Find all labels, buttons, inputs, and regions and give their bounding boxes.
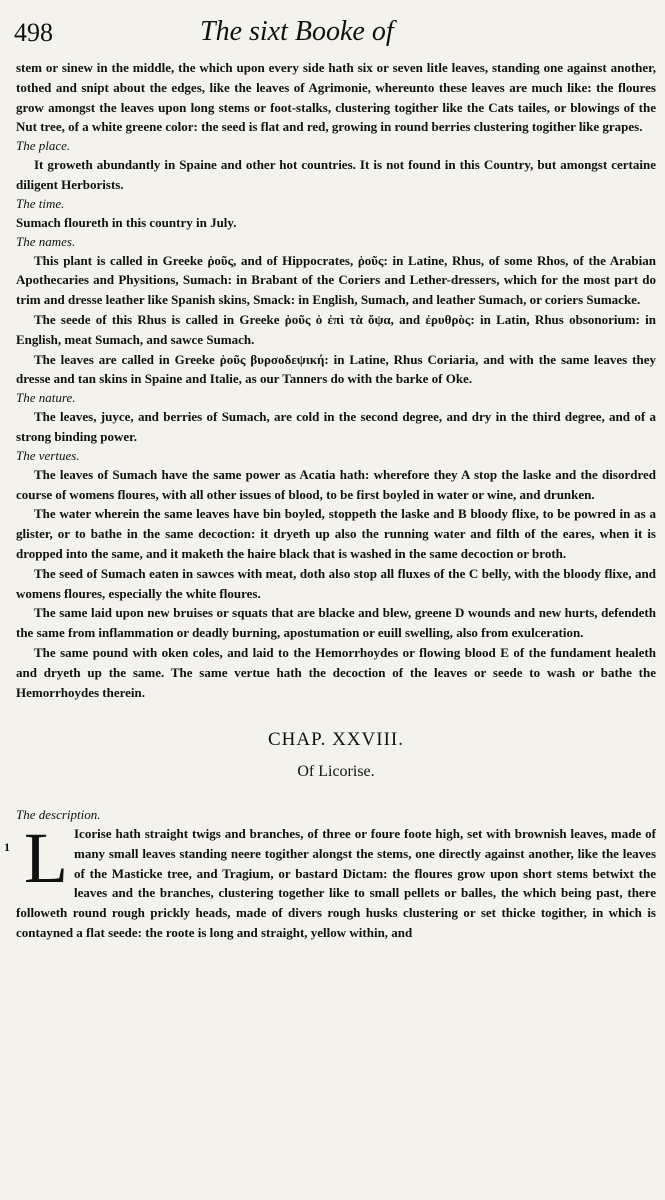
- place-text: It groweth abundantly in Spaine and other hot countries. It is not found in this Country, but amongst certaine diligent Herborists.: [16, 157, 656, 192]
- time-heading: The time.: [16, 195, 65, 211]
- running-head: The sixt Booke of: [200, 16, 394, 47]
- chapter-title: CHAP. XXVIII.: [268, 729, 404, 751]
- vertues-paragraph: The leaves of Sumach have the same power as Acatia hath: wherefore they A stop the laske and the disordred course of womens floures, with all other issues of blood, to be first boyled in water or wine, and drunken.: [16, 466, 656, 502]
- intro-paragraph: stem or sinew in the middle, the which upon every side hath six or seven litle leaves, standing one against another, tothed and snipt about the edges, like the leaves of Agrimonie, whereunto these leaves are much like: the floures grow amongst the leaves upon long stems or foot-stalks, clustering togither like the Cats tailes, or blowings of the Nut tree, of a white greene color: the seed is flat and red, growing in round berries clustering togither like grapes.: [16, 60, 656, 135]
- chapter-subtitle: Of Licorise.: [297, 763, 375, 781]
- nature-text: The leaves, juyce, and berries of Sumach, are cold in the second degree, and dry in the third degree, and of a strong binding power.: [16, 409, 656, 444]
- vertues-paragraph: The seed of Sumach eaten in sawces with meat, doth also stop all fluxes of the C belly, with the bloody flixe, and womens floures, especially the white floures.: [16, 565, 656, 601]
- time-text: Sumach floureth in this country in July.: [16, 214, 237, 230]
- vertues-paragraph: The water wherein the same leaves have bin boyled, stoppeth the laske and B bloody flixe, to be powred in as a glister, or to bathe in the same decoction: it dryeth up also the running water and filth of the eares, when it is dropped into the same, and it maketh the haire black that is washed in the same decoction or broth.: [16, 506, 656, 561]
- names-paragraph: The leaves are called in Greeke ῥοῦς βυρσοδεψική: in Latine, Rhus Coriaria, and with the same leaves they dresse and tan skins in Spaine and Italie, as our Tanners do with the barke of Oke.: [16, 351, 656, 387]
- vertues-paragraph: The same laid upon new bruises or squats that are blacke and blew, greene D wounds and new hurts, defendeth the same from inflammation or deadly burning, apostumation or euill swelling, also from exulceration.: [16, 605, 656, 641]
- page-content: [4, 58, 656, 943]
- names-paragraph: The seede of this Rhus is called in Greeke ῥοῦς ὁ ἐπὶ τὰ ὄψα, and ἐρυθρὸς: in Latin, Rhus obsonorium: in English, meat Sumach, and sawce Sumach.: [16, 311, 656, 347]
- nature-heading: The nature.: [16, 390, 76, 406]
- description-block: [4, 817, 656, 943]
- description-heading: The description.: [16, 806, 101, 822]
- vertues-heading: The vertues.: [16, 447, 80, 463]
- names-heading: The names.: [16, 233, 76, 249]
- page-number: 498: [14, 18, 53, 47]
- drop-cap: L: [24, 817, 68, 898]
- vertues-paragraph: The same pound with oken coles, and laid to the Hemorrhoydes or flowing blood E of the fundament healeth and dryeth up the same. The same vertue hath the decoction of the leaves or seede to wash or bathe the Hemorrhoydes therein.: [16, 644, 656, 700]
- description-text: Icorise hath straight twigs and branches, of three or foure foote high, set with brownish leaves, made of many small leaves standing neere togither alongst the stems, one directly against another, like the leaves of the Masticke tree, and Tragium, or bastard Dictam: the floures grow upon short stems betwixt the leaves and the branches, clustering together like to small pellets or balles, the which being past, there followeth round rough prickly heads, made of divers rough husks clustering or set thicke togither, in which is contayned a flat seede: the roote is long and straight, yellow within, and: [16, 825, 656, 940]
- names-paragraph: This plant is called in Greeke ῥοῦς, and of Hippocrates, ῥοῦς: in Latine, Rhus, of some Rhos, of the Arabian Apothecaries and Physitions, Sumach: in Brabant of the Coriers and Lether-dressers, which for the most part do trim and dresse leather like Spanish skins, Smack: in English, Sumach, and leather Sumach, or coriers Sumacke.: [16, 252, 656, 308]
- place-heading: The place.: [16, 138, 71, 154]
- margin-marker: 1: [4, 839, 10, 854]
